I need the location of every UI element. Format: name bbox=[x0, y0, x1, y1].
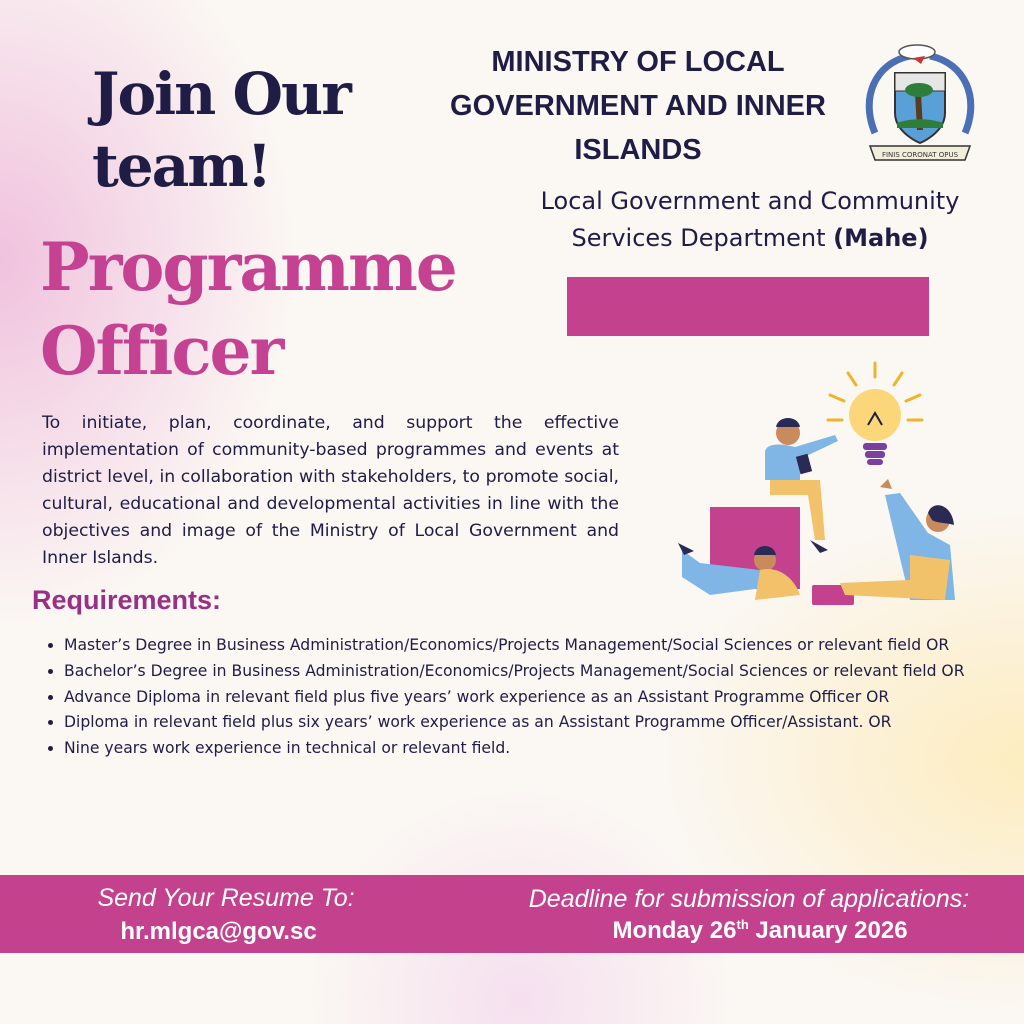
position-line-1: Programme bbox=[40, 228, 456, 306]
emblem-motto: FINIS CORONAT OPUS bbox=[881, 151, 959, 159]
decorative-bar bbox=[567, 277, 929, 336]
ministry-line-3: ISLANDS bbox=[574, 134, 702, 166]
ministry-line-2: GOVERNMENT AND INNER bbox=[450, 90, 826, 122]
department-line-2-text: Services Department bbox=[571, 224, 834, 252]
position-title bbox=[40, 225, 500, 393]
requirement-item: • Diploma in relevant field plus six years’ work experience as an Assistant Programme Officer/Assistant. OR bbox=[64, 710, 1014, 736]
join-our-team-heading bbox=[92, 58, 392, 202]
requirement-item: • Master’s Degree in Business Administration/Economics/Projects Management/Social Sciences or relevant field OR bbox=[64, 633, 1014, 659]
job-description: To initiate, plan, coordinate, and support the effective implementation of community-based programmes and events at district level, in collaboration with stakeholders, to promote social, cultural, educational and developmental activities in line with the objectives and image of the Ministry of Local Government and Inner Islands. bbox=[42, 413, 619, 568]
join-line-1: Join Our bbox=[92, 60, 350, 128]
deadline-ordinal: th bbox=[736, 917, 749, 932]
join-line-2: team! bbox=[92, 132, 271, 200]
footer-bar bbox=[0, 875, 1024, 953]
department-location: (Mahe) bbox=[833, 224, 929, 252]
deadline-label: Deadline for submission of applications: bbox=[528, 885, 970, 913]
deadline-date bbox=[500, 917, 1020, 945]
deadline-month-year: January 2026 bbox=[748, 917, 908, 944]
deadline-day: Monday 26 bbox=[612, 917, 737, 944]
position-line-2: Officer bbox=[40, 312, 283, 390]
send-resume-label: Send Your Resume To: bbox=[97, 884, 355, 912]
requirement-item: • Nine years work experience in technical or relevant field. bbox=[64, 736, 1014, 762]
coat-of-arms-icon bbox=[855, 38, 985, 168]
department-name bbox=[520, 183, 980, 257]
department-line-1: Local Government and Community bbox=[540, 187, 960, 215]
resume-email-link[interactable]: hr.mlgca@gov.sc bbox=[120, 918, 317, 945]
ministry-line-1: MINISTRY OF LOCAL bbox=[491, 46, 785, 78]
department-line-2 bbox=[520, 220, 980, 257]
requirement-item: • Advance Diploma in relevant field plus five years’ work experience as an Assistant Programme Officer OR bbox=[64, 685, 1014, 711]
ministry-name bbox=[428, 40, 848, 172]
requirements-heading: Requirements: bbox=[32, 585, 222, 615]
requirement-item: • Bachelor’s Degree in Business Administration/Economics/Projects Management/Social Sciences or relevant field OR bbox=[64, 659, 1014, 685]
requirements-list bbox=[26, 633, 1014, 762]
team-illustration-icon bbox=[670, 355, 970, 615]
